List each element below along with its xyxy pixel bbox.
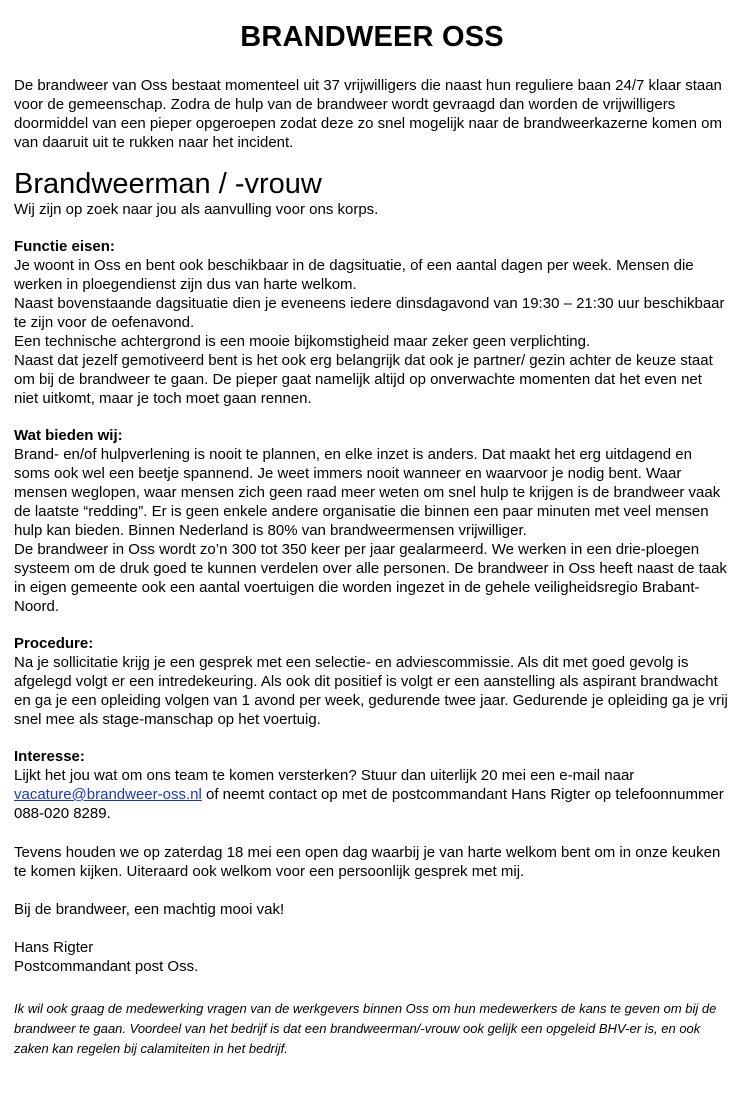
offer-paragraph: De brandweer in Oss wordt zo’n 300 tot 350 keer per jaar gealarmeerd. We werken in een drie-ploegen systeem om de druk goed te kunnen verdelen over alle personen. De brandweer in Oss heeft naast de taak in eigen gemeente ook een aantal voertuigen die worden ingezet in de gehele veiligheidsregio Brabant-Noord.	[14, 541, 727, 615]
interest-text-after: of neemt contact op met de postcommandant Hans Rigter op telefoonnummer 088-020 8289.	[14, 786, 724, 822]
closing-line: Bij de brandweer, een machtig mooi vak!	[14, 901, 285, 918]
document-title: BRANDWEER OSS	[240, 21, 504, 53]
procedure-paragraph: Na je sollicitatie krijg je een gesprek met een selectie- en adviescommissie. Als dit met goed gevolg is afgelegd volgt er een intredekeuring. Als ook dit positief is volgt er een aanstelling als aspirant brandwacht en ga je een opleiding volgen van 1 avond per week, gedurende twee jaar. Gedurende je opleiding ga je vrij snel mee als stage-manschap op het voertuig.	[14, 654, 728, 728]
procedure-heading: Procedure:	[14, 635, 94, 652]
offer-paragraph: Brand- en/of hulpverlening is nooit te plannen, en elke inzet is anders. Dat maakt het erg uitdagend en soms ook wel een beetje spannend. Je weet immers nooit wanneer en waarvoor je nodig bent. Waar mensen weglopen, waar mensen zich geen raad meer weten om snel hulp te krijgen is de brandweer vaak de laatste “redding”. Er is geen enkele andere organisatie die binnen een paar minuten met veel mensen hulp kan bieden. Binnen Nederland is 80% van brandweermensen vrijwilliger.	[14, 446, 721, 539]
requirements-line: Naast bovenstaande dagsituatie dien je eveneens iedere dinsdagavond van 19:30 – 21:30 uur beschikbaar te zijn voor de oefenavond.	[14, 295, 725, 331]
interest-paragraph	[14, 766, 730, 823]
signature	[14, 938, 730, 976]
vacancy-title: Brandweerman / -vrouw	[14, 168, 322, 200]
employer-footnote: Ik wil ook graag de medewerking vragen van de werkgevers binnen Oss om hun medewerkers de kans te geven om bij de brandweer te gaan. Voordeel van het bedrijf is dat een brandweerman/-vrouw ook gelijk een opgeleid BHV-er is, en ook zaken kan regelen bij calamiteiten in het bedrijf.	[14, 1001, 717, 1056]
email-link[interactable]: vacature@brandweer-oss.nl	[14, 786, 202, 803]
requirements-section	[14, 256, 730, 408]
offer-heading: Wat bieden wij:	[14, 427, 123, 444]
requirements-heading: Functie eisen:	[14, 238, 115, 255]
intro-paragraph: De brandweer van Oss bestaat momenteel uit 37 vrijwilligers die naast hun reguliere baan 24/7 klaar staan voor de gemeenschap. Zodra de hulp van de brandweer wordt gevraagd dan worden de vrijwilligers doormiddel van een pieper opgeroepen zodat deze zo snel mogelijk naar de brandweerkazerne komen om van daaruit uit te rukken naar het incident.	[14, 77, 722, 151]
requirements-line: Je woont in Oss en bent ook beschikbaar in de dagsituatie, of een aantal dagen per week. Mensen die werken in ploegendienst zijn dus van harte welkom.	[14, 257, 694, 293]
requirements-line: Naast dat jezelf gemotiveerd bent is het ook erg belangrijk dat ook je partner/ gezin achter de keuze staat om bij de brandweer te gaan. De pieper gaat namelijk altijd op onverwachte momenten dat het even net niet uitkomt, maar je toch moet gaan rennen.	[14, 352, 713, 407]
vacancy-subtitle: Wij zijn op zoek naar jou als aanvulling voor ons korps.	[14, 201, 379, 218]
signature-role: Postcommandant post Oss.	[14, 958, 199, 975]
interest-heading: Interesse:	[14, 748, 85, 765]
offer-section	[14, 445, 730, 616]
requirements-line: Een technische achtergrond is een mooie bijkomstigheid maar zeker geen verplichting.	[14, 333, 591, 350]
open-day-paragraph: Tevens houden we op zaterdag 18 mei een open dag waarbij je van harte welkom bent om in onze keuken te komen kijken. Uiteraard ook welkom voor een persoonlijk gesprek met mij.	[14, 844, 721, 880]
interest-text-before: Lijkt het jou wat om ons team te komen versterken? Stuur dan uiterlijk 20 mei een e-mail naar	[14, 767, 635, 784]
signature-name: Hans Rigter	[14, 939, 94, 956]
